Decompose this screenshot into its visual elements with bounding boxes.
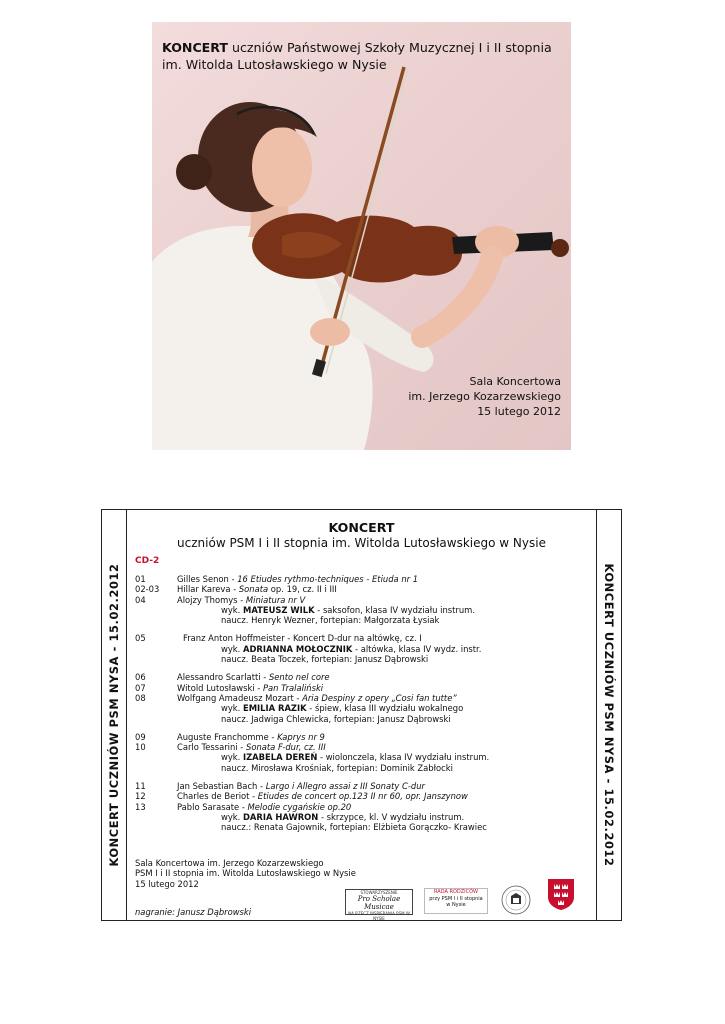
cover-title [162, 39, 567, 73]
track-row [135, 732, 590, 742]
performer-info: - skrzypce, kl. V wydziału instrum. [318, 811, 465, 822]
performer-row [135, 812, 590, 822]
track-work: 16 Etiudes rythmo-techniques - Etiuda nr 1 [237, 574, 419, 584]
teacher-info: naucz. Beata Toczek, fortepian: Janusz Dąbrowski [221, 654, 429, 665]
parents-council-line3: w Nysie [446, 902, 466, 908]
spine-right [596, 510, 621, 920]
track-row [135, 584, 590, 594]
teacher-info: naucz. Henryk Wezner, fortepian: Małgorzata Łysiak [221, 615, 440, 626]
track-row [135, 791, 590, 801]
association-logo [345, 889, 413, 921]
insert-main [127, 510, 596, 920]
track-row [135, 683, 590, 693]
performer-name: DARIA HAWRON [242, 811, 319, 822]
track-composer: Alessandro Scarlatti - [177, 672, 269, 683]
track-extra: op. 19, cz. II i III [268, 584, 337, 595]
insert-subtitle: uczniów PSM I i II stopnia im. Witolda Lutosławskiego w Nysie [177, 536, 546, 550]
track-composer: Hillar Kareva - [177, 584, 239, 595]
track-composer: Pablo Sarasate - [177, 801, 248, 812]
track-work: Largo i Allegro assai z III Sonaty C-dur [265, 781, 425, 792]
performer-name: IZABELA DEREŃ [242, 752, 318, 763]
performer-name: ADRIANNA MOŁOCZNIK [242, 643, 353, 654]
performer-info: - saksofon, klasa IV wydziału instrum. [314, 604, 475, 615]
association-logo-script: Pro Scholae Musicae [357, 895, 401, 911]
track-row [135, 672, 590, 682]
track-composer: Gilles Senon - [177, 574, 238, 584]
performer-row [135, 605, 590, 615]
performer-prefix: wyk. [221, 604, 243, 615]
cover-title-rest: uczniów Państwowej Szkoły Muzycznej I i II stopnia [228, 40, 552, 55]
cover-venue-line1: Sala Koncertowa [469, 375, 561, 388]
cover-venue-line2: im. Jerzego Kozarzewskiego [408, 390, 561, 403]
performer-prefix: wyk. [221, 752, 243, 763]
cd-label: CD-2 [135, 556, 160, 566]
track-composer: Witold Lutosławski - [177, 682, 263, 693]
insert-venue-line3: 15 lutego 2012 [135, 878, 199, 889]
track-row [135, 802, 590, 812]
teacher-row [135, 763, 590, 773]
track-work: Kaprys nr 9 [277, 731, 325, 742]
track-number: 13 [135, 801, 146, 812]
association-logo-top: STOWARZYSZENIE [360, 890, 398, 895]
cover-venue-line3: 15 lutego 2012 [477, 405, 561, 418]
parents-council-logo [424, 888, 488, 914]
track-number: 01 [135, 574, 146, 584]
track-number: 06 [135, 672, 146, 683]
performer-prefix: wyk. [221, 811, 243, 822]
track-number: 04 [135, 594, 146, 605]
spine-left [102, 510, 127, 920]
spine-left-text: KONCERT UCZNIÓW PSM NYSA - 15.02.2012 [107, 563, 121, 867]
cover-photo [152, 22, 571, 450]
cover-title-bold: KONCERT [162, 40, 229, 55]
teacher-row [135, 615, 590, 625]
track-number: 11 [135, 781, 146, 792]
track-composer: Alojzy Thomys - [177, 594, 246, 605]
parents-council-header: RADA RODZICÓW [434, 889, 478, 895]
performer-info: - altówka, klasa IV wydz. instr. [352, 643, 482, 654]
track-number: 08 [135, 692, 146, 703]
track-work: Sonata F-dur, cz. III [246, 742, 326, 753]
track-row [135, 742, 590, 752]
track-composer: Wolfgang Amadeusz Mozart - [177, 692, 303, 703]
spine-right-text: KONCERT UCZNIÓW PSM NYSA - 15.02.2012 [602, 563, 616, 867]
insert-title: KONCERT [328, 520, 395, 535]
recording-credit: nagranie: Janusz Dąbrowski [135, 907, 252, 917]
teacher-row [135, 654, 590, 664]
teacher-info: naucz.: Renata Gajownik, fortepian: Elżbieta Gorączko- Krawiec [221, 822, 487, 833]
parents-council-line2: przy PSM I i II stopnia [429, 895, 483, 902]
track-row [135, 693, 590, 703]
performer-prefix: wyk. [221, 703, 243, 714]
track-work: Aria Despiny z opery „Cosi fan tutte” [302, 692, 457, 703]
track-composer: Auguste Franchomme - [177, 731, 278, 742]
teacher-row [135, 822, 590, 832]
track-number: 02-03 [135, 584, 160, 595]
track-title: Franz Anton Hoffmeister - Koncert D-dur na altówkę, cz. I [183, 633, 422, 644]
association-logo-bottom: NA RZECZ WSPIERANIA PSM W NYSIE [348, 911, 410, 921]
teacher-row [135, 714, 590, 724]
track-composer: Carlo Tessarini - [177, 742, 246, 753]
track-number: 12 [135, 791, 146, 802]
teacher-info: naucz. Mirosława Krośniak, fortepian: Dominik Zabłocki [221, 762, 453, 773]
cover-title-line2: im. Witolda Lutosławskiego w Nysie [162, 57, 387, 72]
track-work: Miniatura nr V [245, 594, 306, 605]
track-row [135, 781, 590, 791]
track-row [135, 633, 590, 643]
insert-venue [135, 858, 356, 889]
track-work: Melodie cygańskie op.20 [247, 801, 352, 812]
performer-row [135, 752, 590, 762]
program-list [135, 574, 590, 833]
cd-insert [101, 509, 622, 921]
track-number: 05 [135, 633, 146, 644]
track-number: 10 [135, 742, 146, 753]
track-composer: Charles de Beriot - [177, 791, 258, 802]
teacher-info: naucz. Jadwiga Chlewicka, fortepian: Janusz Dąbrowski [221, 713, 451, 724]
track-number: 07 [135, 682, 146, 693]
performer-name: MATEUSZ WILK [242, 604, 315, 615]
track-row [135, 574, 590, 584]
performer-info: - wiolonczela, klasa IV wydziału instrum. [317, 752, 490, 763]
performer-row [135, 644, 590, 654]
track-row [135, 595, 590, 605]
coat-of-arms-icon [546, 877, 576, 911]
cover-venue [408, 374, 561, 419]
performer-row [135, 703, 590, 713]
performer-prefix: wyk. [221, 643, 243, 654]
school-seal-icon [501, 885, 531, 915]
track-work: Etiudes de concert op.123 II nr 60, opr. Janszynow [257, 791, 468, 802]
track-number: 09 [135, 731, 146, 742]
track-work: Sonata [238, 584, 269, 595]
insert-venue-line1: Sala Koncertowa im. Jerzego Kozarzewskiego [135, 858, 324, 868]
track-work: Sento nel core [268, 672, 330, 683]
track-composer: Jan Sebastian Bach - [177, 781, 266, 792]
performer-name: EMILIA RAZIK [242, 703, 307, 714]
track-work: Pan Tralaliński [262, 682, 324, 693]
insert-venue-line2: PSM I i II stopnia im. Witolda Lutosławskiego w Nysie [135, 868, 356, 879]
performer-info: - śpiew, klasa III wydziału wokalnego [306, 703, 464, 714]
